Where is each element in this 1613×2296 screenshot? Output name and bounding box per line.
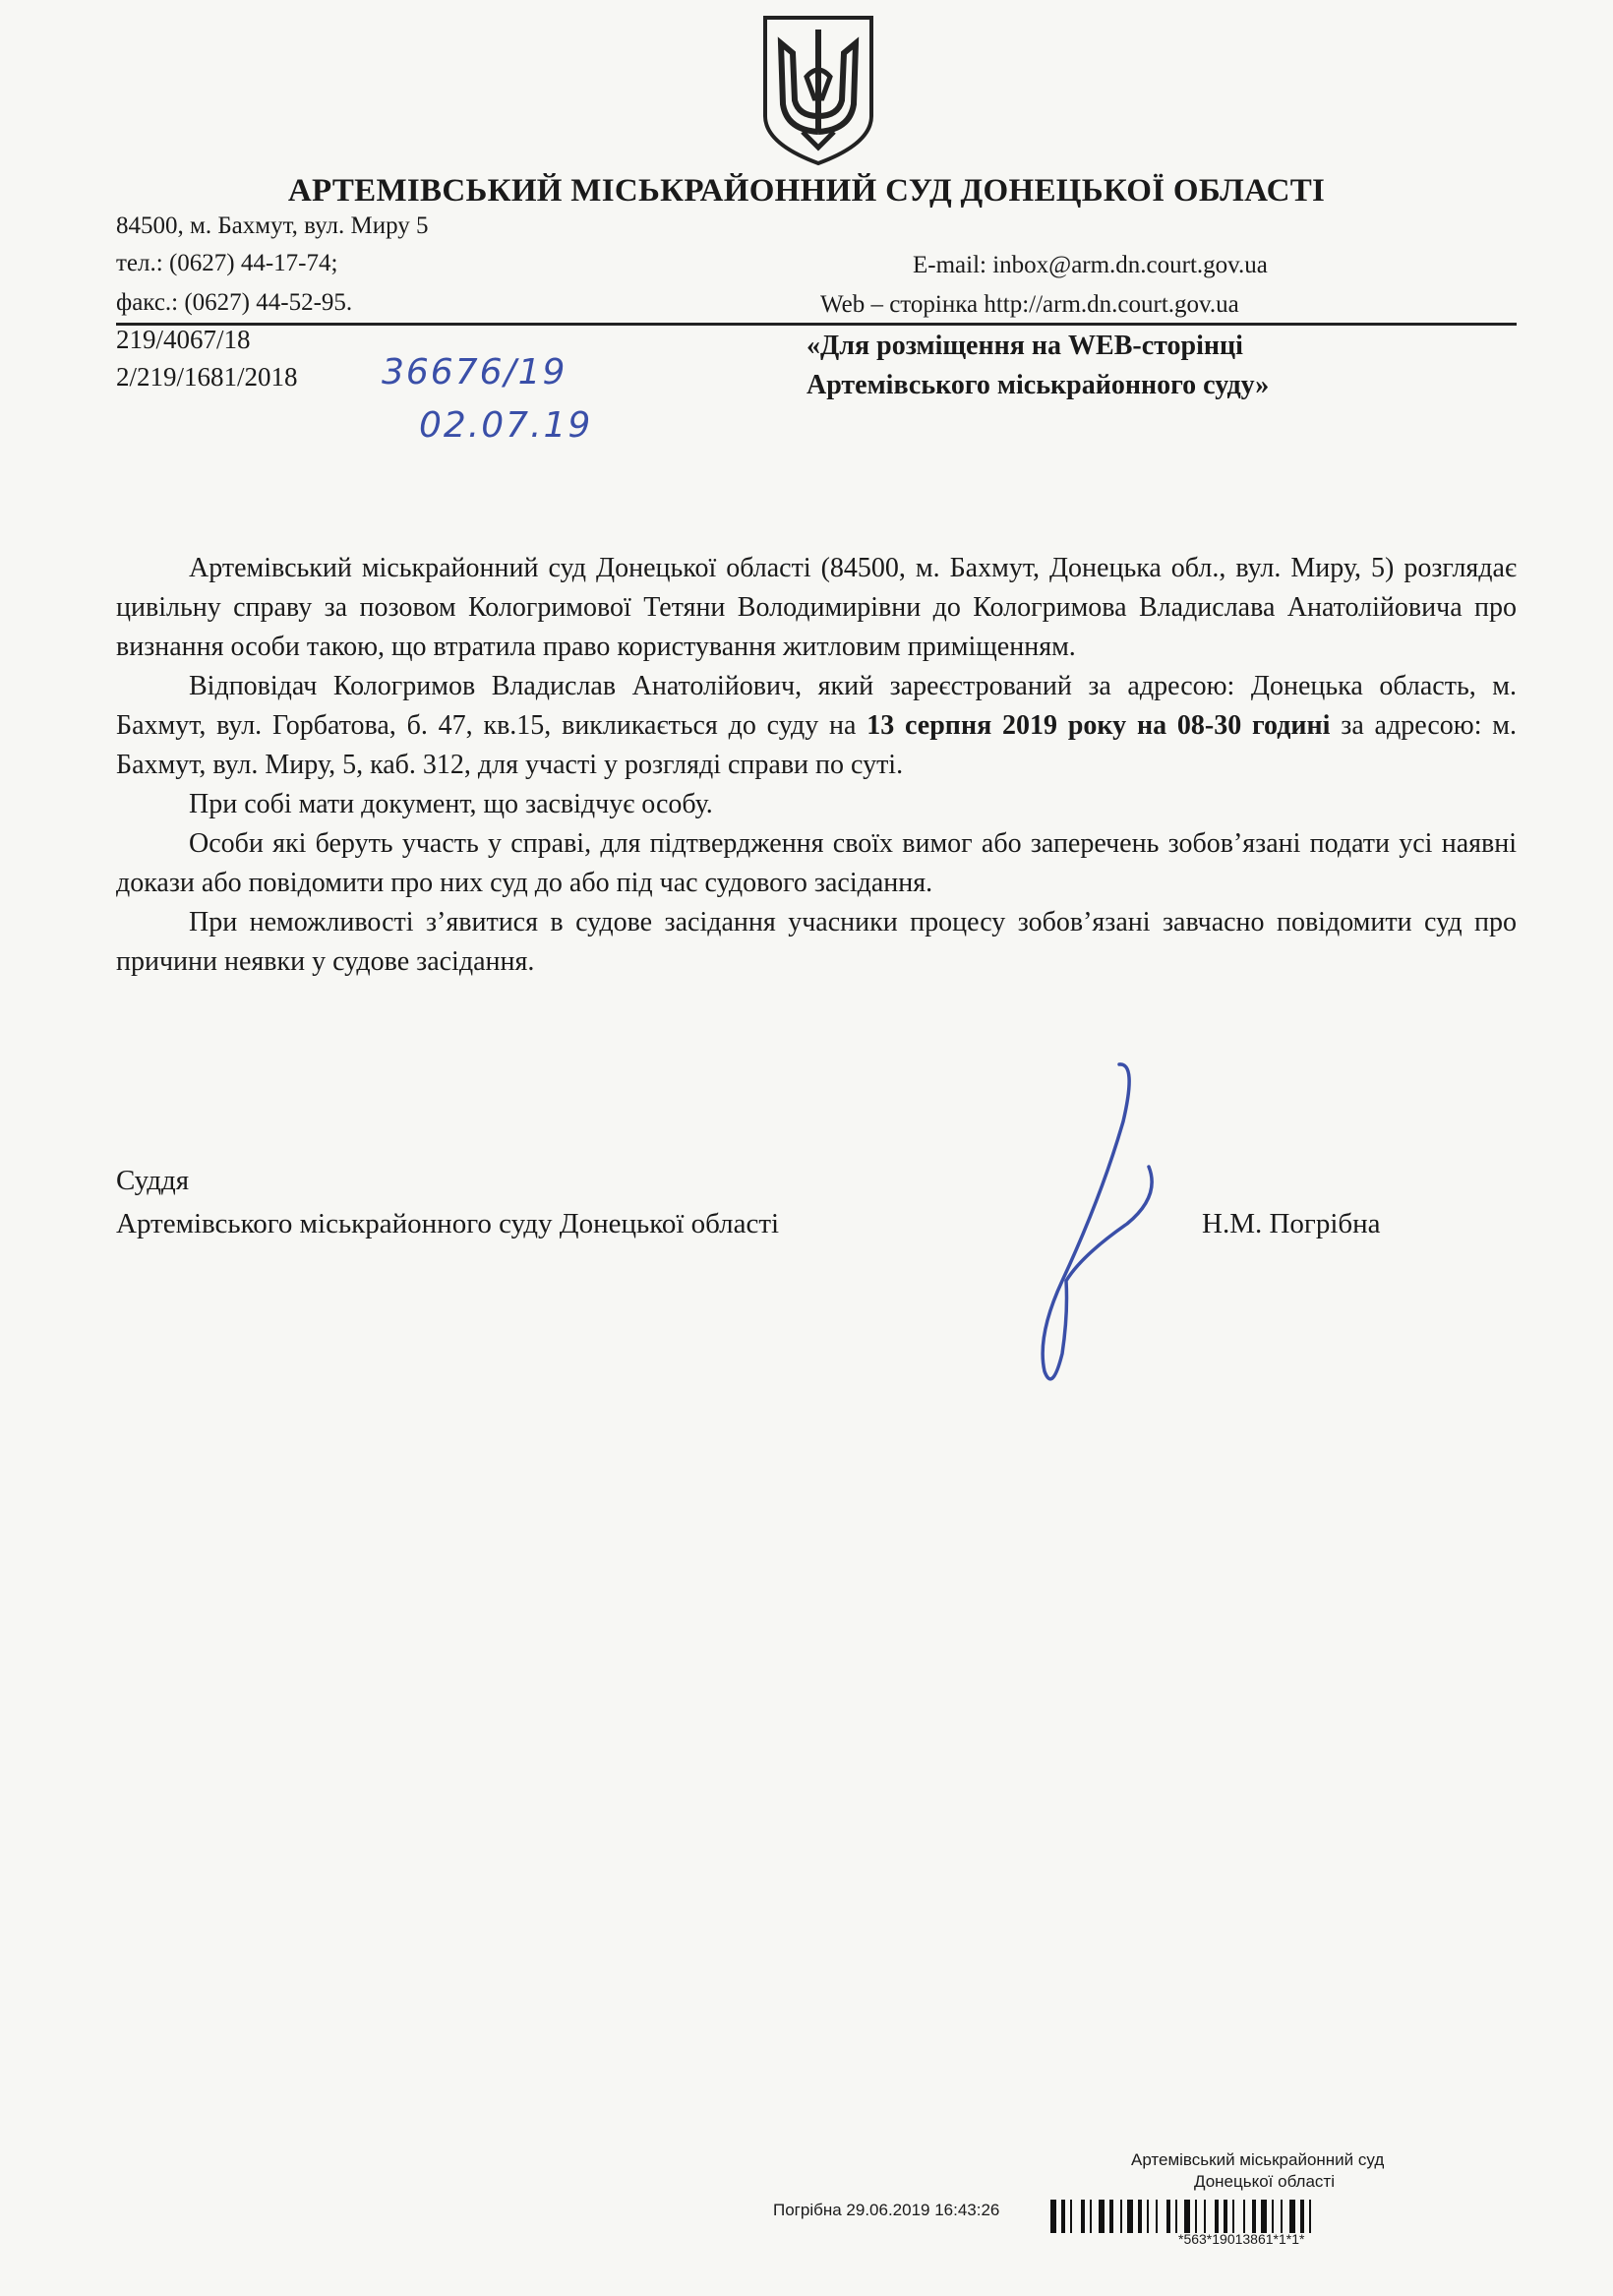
- barcode-bar: [1138, 2200, 1142, 2233]
- barcode-bar: [1070, 2200, 1072, 2233]
- barcode-bar: [1300, 2200, 1304, 2233]
- paragraph-evidence: Особи які беруть участь у справі, для підтвердження своїх вимог або заперечень зобов’язані подати усі наявні докази або повідомити про них суд до або під час судового засідання.: [116, 828, 1517, 898]
- barcode-bar: [1281, 2200, 1283, 2233]
- paragraph-summons: Відповідач Кологримов Владислав Анатолійович, який зареєстрований за адресою: Донецька область, м. Бахмут, вул. Горбатова, б. 47, кв.15, викликається до суду на 13 серпня 2019 року на 08-30 годині за адресою: м. Бахмут, вул. Миру, 5, каб. 312, для участі у розгляді справи по суті.: [116, 671, 1518, 780]
- court-title: АРТЕМІВСЬКИЙ МІСЬКРАЙОННИЙ СУД ДОНЕЦЬКОЇ ОБЛАСТІ: [287, 173, 1326, 209]
- barcode-bar: [1147, 2200, 1149, 2233]
- barcode: [1050, 2200, 1513, 2233]
- handwritten-registration-number: 36676/19: [382, 352, 568, 393]
- barcode-bar: [1224, 2200, 1227, 2233]
- barcode-text: *563*19013861*1*1*: [1178, 2231, 1305, 2247]
- barcode-bar: [1195, 2200, 1197, 2233]
- court-phone: тел.: (0627) 44-17-74;: [116, 250, 338, 276]
- barcode-bar: [1061, 2200, 1065, 2233]
- barcode-bar: [1204, 2200, 1206, 2233]
- barcode-bar: [1127, 2200, 1133, 2233]
- barcode-bar: [1261, 2200, 1267, 2233]
- barcode-bar: [1252, 2200, 1256, 2233]
- barcode-bar: [1120, 2200, 1122, 2233]
- ukraine-trident-emblem-icon: [759, 14, 877, 167]
- case-reference-1: 219/4067/18: [116, 325, 251, 354]
- barcode-bar: [1109, 2200, 1113, 2233]
- hearing-date-time: 13 серпня 2019 року на 08-30 годині: [866, 710, 1331, 741]
- paragraph-id-document: При собі мати документ, що засвідчує особу.: [189, 789, 713, 819]
- barcode-bar: [1166, 2200, 1170, 2233]
- barcode-bar: [1289, 2200, 1295, 2233]
- barcode-bar: [1090, 2200, 1092, 2233]
- handwritten-registration-date: 02.07.19: [419, 405, 593, 446]
- barcode-bar: [1156, 2200, 1158, 2233]
- barcode-bar: [1243, 2200, 1245, 2233]
- barcode-bar: [1309, 2200, 1311, 2233]
- case-reference-2: 2/219/1681/2018: [116, 362, 298, 392]
- barcode-bar: [1232, 2200, 1234, 2233]
- court-fax: факс.: (0627) 44-52-95.: [116, 289, 353, 316]
- court-website: Web – сторінка http://arm.dn.court.gov.ua: [820, 291, 1239, 318]
- barcode-bar: [1272, 2200, 1274, 2233]
- stamp-court-line-1: Артемівський міськрайонний суд: [1131, 2150, 1385, 2169]
- barcode-bar: [1050, 2200, 1056, 2233]
- stamp-court-line-2: Донецької області: [1194, 2172, 1335, 2191]
- handwritten-signature: [993, 1058, 1170, 1393]
- barcode-bar: [1081, 2200, 1085, 2233]
- barcode-bar: [1099, 2200, 1105, 2233]
- signature-court: Артемівського міськрайонного суду Донецької області: [116, 1208, 780, 1239]
- stamp-signer-timestamp: Погрібна 29.06.2019 16:43:26: [773, 2201, 1000, 2219]
- paragraph-case-description: Артемівський міськрайонний суд Донецької області (84500, м. Бахмут, Донецька обл., вул. Миру, 5) розглядає цивільну справу за позовом Кологримової Тетяни Володимирівни до Кологримова Владислава Анатолійовича про визнання особи такою, що втратила право користування житловим приміщенням.: [116, 553, 1517, 662]
- court-address: 84500, м. Бахмут, вул. Миру 5: [116, 212, 429, 239]
- barcode-bar: [1184, 2200, 1190, 2233]
- barcode-bar: [1175, 2200, 1177, 2233]
- court-email: E-mail: inbox@arm.dn.court.gov.ua: [913, 252, 1268, 278]
- recipient-block: [806, 327, 1269, 405]
- signature-role: Суддя: [116, 1165, 190, 1196]
- recipient-line-1: «Для розміщення на WEB-сторінці: [806, 331, 1243, 361]
- paragraph-absence-notice: При неможливості з’явитися в судове засідання учасники процесу зобов’язані завчасно повідомити суд про причини неявки у судове засідання.: [116, 907, 1517, 977]
- barcode-bar: [1215, 2200, 1219, 2233]
- document-body: [116, 549, 1517, 982]
- signature-name: Н.М. Погрібна: [1202, 1208, 1381, 1239]
- recipient-line-2: Артемівського міськрайонного суду»: [806, 370, 1270, 400]
- header-divider: [116, 323, 1517, 326]
